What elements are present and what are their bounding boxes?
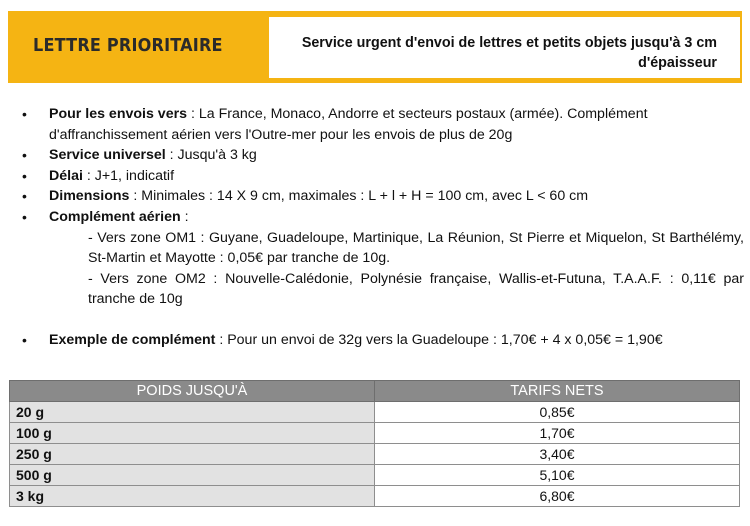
bullet-label: Service universel	[49, 147, 166, 164]
table-row	[10, 402, 740, 423]
table-row	[10, 423, 740, 444]
info-list	[22, 104, 744, 228]
column-header-price: TARIFS NETS	[375, 381, 740, 402]
example-list	[22, 330, 744, 351]
bullet-label: Exemple de complément	[49, 331, 216, 348]
weight-cell: 20 g	[10, 402, 375, 423]
bullet-label: Complément aérien	[49, 208, 181, 225]
price-cell: 3,40€	[375, 444, 740, 465]
bullet-text: :	[180, 208, 189, 225]
table-header-row	[10, 381, 740, 402]
weight-cell: 3 kg	[10, 486, 375, 507]
column-header-weight: POIDS JUSQU'À	[10, 381, 375, 402]
rates-table	[9, 380, 740, 507]
list-item-air-complement	[22, 207, 744, 228]
bullet-label: Pour les envois vers	[49, 106, 188, 122]
info-section	[22, 104, 744, 351]
table-row	[10, 486, 740, 507]
bullet-text: : Jusqu'à 3 kg	[165, 147, 257, 164]
list-item-universal-service	[22, 145, 744, 166]
air-zone-om1: - Vers zone OM1 : Guyane, Guadeloupe, Martinique, La Réunion, St Pierre et Miquelon, St Barthélémy, St-Martin et Mayotte : 0,05€ par tranche de 10g.	[88, 229, 744, 267]
spacer	[22, 310, 744, 330]
list-item-example	[22, 330, 744, 351]
header-description: Service urgent d'envoi de lettres et petits objets jusqu'à 3 cm d'épaisseur	[301, 35, 717, 71]
price-cell: 1,70€	[375, 423, 740, 444]
list-item-dimensions	[22, 186, 744, 207]
bullet-text: : La France, Monaco, Andorre et secteurs postaux (armée). Complément d'affranchissement aérien vers l'Outre-mer pour les envois de plus de 20g	[49, 106, 648, 143]
page-title: LETTRE PRIORITAIRE	[33, 36, 223, 56]
weight-cell: 500 g	[10, 465, 375, 486]
bullet-label: Délai	[49, 167, 83, 184]
header-description-box	[269, 17, 740, 78]
price-cell: 0,85€	[375, 402, 740, 423]
bullet-text: : Pour un envoi de 32g vers la Guadeloupe : 1,70€ + 4 x 0,05€ = 1,90€	[215, 331, 663, 348]
table-row	[10, 465, 740, 486]
air-zone-om2: - Vers zone OM2 : Nouvelle-Calédonie, Polynésie française, Wallis-et-Futuna, T.A.A.F. : 0,11€ par tranche de 10g	[88, 270, 744, 308]
weight-cell: 250 g	[10, 444, 375, 465]
weight-cell: 100 g	[10, 423, 375, 444]
list-item-destinations	[22, 104, 744, 145]
price-cell: 6,80€	[375, 486, 740, 507]
table-row	[10, 444, 740, 465]
bullet-text: : Minimales : 14 X 9 cm, maximales : L + l + H = 100 cm, avec L < 60 cm	[129, 188, 589, 205]
bullet-text: : J+1, indicatif	[82, 167, 175, 184]
list-item-delay	[22, 166, 744, 187]
price-cell: 5,10€	[375, 465, 740, 486]
bullet-label: Dimensions	[49, 188, 130, 205]
